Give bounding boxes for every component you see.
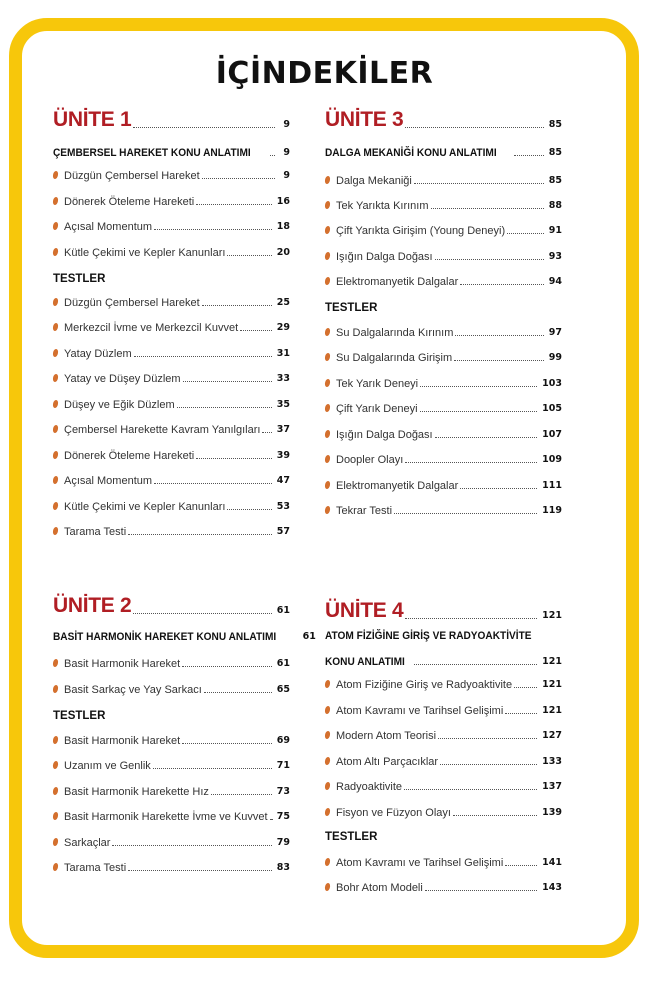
page-number: 25 — [276, 297, 290, 308]
page-number: 119 — [542, 505, 562, 516]
page-number: 65 — [276, 684, 290, 695]
bullet-icon — [324, 353, 330, 361]
leader-dots — [414, 663, 537, 665]
toc-item[interactable] — [53, 191, 290, 209]
item-label: Açısal Momentum — [64, 221, 153, 233]
toc-item[interactable] — [53, 730, 290, 748]
item-label: Atom Kavramı ve Tarihsel Gelişimi — [336, 857, 504, 869]
page-number: 61 — [276, 658, 290, 669]
page-number: 79 — [276, 837, 290, 848]
leader-dots — [438, 737, 537, 739]
unit-title: ÜNİTE 1 — [53, 108, 132, 131]
toc-item[interactable] — [325, 246, 562, 264]
toc-item[interactable] — [325, 475, 562, 493]
bullet-icon — [324, 782, 330, 790]
toc-item[interactable] — [325, 424, 562, 442]
bullet-icon — [52, 222, 58, 230]
topic-row[interactable] — [53, 142, 290, 160]
leader-dots — [420, 410, 538, 412]
page-number: 97 — [548, 327, 562, 338]
item-label: Atom Altı Parçacıklar — [336, 756, 439, 768]
toc-item[interactable] — [53, 679, 290, 697]
page-title: İÇİNDEKİLER — [215, 56, 434, 91]
toc-item[interactable] — [53, 832, 290, 850]
leader-dots — [133, 612, 271, 614]
page-number: 9 — [283, 119, 290, 130]
bullet-icon — [324, 277, 330, 285]
item-label: Kütle Çekimi ve Kepler Kanunları — [64, 247, 226, 259]
leader-dots — [514, 154, 544, 156]
leader-dots — [227, 254, 271, 256]
bullet-icon — [52, 197, 58, 205]
page-number: 94 — [548, 276, 562, 287]
leader-dots — [431, 207, 544, 209]
item-label: Su Dalgalarında Kırınım — [336, 327, 454, 339]
leader-dots — [177, 406, 272, 408]
page-number: 127 — [542, 730, 562, 741]
leader-dots — [182, 742, 272, 744]
item-label: Yatay Düzlem — [64, 348, 132, 360]
item-label: Dönerek Öteleme Hareketi — [64, 196, 195, 208]
tests-heading: TESTLER — [325, 831, 378, 843]
tests-heading: TESTLER — [53, 273, 106, 285]
leader-dots — [240, 329, 272, 331]
page-number: 141 — [542, 857, 562, 868]
topic-title: KONU ANLATIMI — [325, 656, 405, 668]
unit-title: ÜNİTE 4 — [325, 599, 404, 622]
page-number: 16 — [276, 196, 290, 207]
bullet-icon — [324, 481, 330, 489]
toc-item[interactable] — [325, 725, 562, 743]
leader-dots — [435, 436, 538, 438]
leader-dots — [505, 712, 537, 714]
item-label: Uzanım ve Genlik — [64, 760, 151, 772]
leader-dots — [454, 359, 544, 361]
leader-dots — [507, 232, 544, 234]
toc-item[interactable] — [53, 496, 290, 514]
item-label: Düşey ve Eğik Düzlem — [64, 399, 175, 411]
bullet-icon — [324, 731, 330, 739]
page-number: 61 — [302, 631, 316, 642]
item-label: Işığın Dalga Doğası — [336, 429, 433, 441]
leader-dots — [435, 258, 544, 260]
toc-item[interactable] — [325, 170, 562, 188]
item-label: Tarama Testi — [64, 862, 127, 874]
leader-dots — [453, 814, 537, 816]
page-number: 111 — [542, 480, 562, 491]
toc-item[interactable] — [325, 449, 562, 467]
toc-item[interactable] — [53, 755, 290, 773]
item-label: Basit Harmonik Hareket — [64, 658, 181, 670]
leader-dots — [405, 461, 537, 463]
toc-item[interactable] — [325, 700, 562, 718]
toc-item[interactable] — [325, 852, 562, 870]
toc-item[interactable] — [53, 419, 290, 437]
topic-row[interactable] — [53, 626, 316, 644]
leader-dots — [154, 228, 272, 230]
bullet-icon — [52, 349, 58, 357]
bullet-icon — [324, 706, 330, 714]
unit-1-header[interactable] — [53, 102, 290, 132]
item-label: Basit Harmonik Harekette Hız — [64, 786, 209, 798]
toc-item[interactable] — [53, 781, 290, 799]
toc-item[interactable] — [325, 751, 562, 769]
toc-item[interactable] — [53, 165, 290, 183]
leader-dots — [183, 380, 272, 382]
toc-item[interactable] — [325, 271, 562, 289]
toc-item[interactable] — [325, 877, 562, 895]
item-label: Düzgün Çembersel Hareket — [64, 170, 200, 182]
bullet-icon — [52, 451, 58, 459]
page-number: 121 — [542, 610, 562, 621]
item-label: Açısal Momentum — [64, 475, 153, 487]
toc-item[interactable] — [325, 347, 562, 365]
toc-item[interactable] — [53, 292, 290, 310]
bullet-icon — [324, 404, 330, 412]
bullet-icon — [52, 838, 58, 846]
leader-dots — [154, 482, 272, 484]
page-number: 71 — [276, 760, 290, 771]
item-label: Su Dalgalarında Girişim — [336, 352, 453, 364]
page-number: 105 — [542, 403, 562, 414]
bullet-icon — [52, 685, 58, 693]
page-number: 75 — [276, 811, 290, 822]
page-number: 143 — [542, 882, 562, 893]
bullet-icon — [324, 883, 330, 891]
item-label: Atom Fiziğine Giriş ve Radyoaktivite — [336, 679, 513, 691]
item-label: Bohr Atom Modeli — [336, 882, 423, 894]
item-label: Basit Harmonik Hareket — [64, 735, 181, 747]
bullet-icon — [52, 248, 58, 256]
page-number: 93 — [548, 251, 562, 262]
bullet-icon — [52, 323, 58, 331]
page-number: 85 — [548, 119, 562, 130]
bullet-icon — [324, 328, 330, 336]
leader-dots — [425, 889, 537, 891]
toc-item[interactable] — [53, 445, 290, 463]
item-label: Atom Kavramı ve Tarihsel Gelişimi — [336, 705, 504, 717]
toc-item[interactable] — [325, 195, 562, 213]
leader-dots — [394, 512, 537, 514]
item-label: Düzgün Çembersel Hareket — [64, 297, 200, 309]
item-label: Dalga Mekaniği — [336, 175, 412, 187]
topic-title: DALGA MEKANİĞİ KONU ANLATIMI — [325, 147, 497, 159]
leader-dots — [505, 864, 537, 866]
page-number: 69 — [276, 735, 290, 746]
item-label: Basit Harmonik Harekette İvme ve Kuvvet — [64, 811, 268, 823]
page-number: 109 — [542, 454, 562, 465]
bullet-icon — [52, 171, 58, 179]
leader-dots — [128, 869, 272, 871]
toc-item[interactable] — [325, 674, 562, 692]
bullet-icon — [52, 502, 58, 510]
page-number: 39 — [276, 450, 290, 461]
item-label: Işığın Dalga Doğası — [336, 251, 433, 263]
bullet-icon — [324, 201, 330, 209]
page-number: 139 — [542, 807, 562, 818]
bullet-icon — [52, 476, 58, 484]
bullet-icon — [52, 863, 58, 871]
leader-dots — [270, 154, 275, 156]
page-number: 85 — [548, 147, 562, 158]
item-label: Yatay ve Düşey Düzlem — [64, 373, 181, 385]
tests-heading: TESTLER — [325, 302, 378, 314]
bullet-icon — [324, 252, 330, 260]
item-label: Sarkaçlar — [64, 837, 111, 849]
page-number: 57 — [276, 526, 290, 537]
leader-dots — [460, 487, 537, 489]
bullet-icon — [52, 736, 58, 744]
topic-row[interactable] — [325, 651, 562, 669]
toc-item[interactable] — [53, 653, 290, 671]
leader-dots — [420, 385, 537, 387]
toc-item[interactable] — [53, 368, 290, 386]
toc-item[interactable] — [325, 500, 562, 518]
page-number: 31 — [276, 348, 290, 359]
page-number: 47 — [276, 475, 290, 486]
page-number: 133 — [542, 756, 562, 767]
page-number: 121 — [542, 679, 562, 690]
bullet-icon — [52, 787, 58, 795]
item-label: Basit Sarkaç ve Yay Sarkacı — [64, 684, 202, 696]
page-number: 103 — [542, 378, 562, 389]
toc-item[interactable] — [53, 216, 290, 234]
page-number: 83 — [276, 862, 290, 873]
item-label: Tek Yarık Deneyi — [336, 378, 419, 390]
bullet-icon — [324, 808, 330, 816]
page-number: 99 — [548, 352, 562, 363]
toc-item[interactable] — [53, 394, 290, 412]
page-number: 33 — [276, 373, 290, 384]
bullet-icon — [52, 812, 58, 820]
toc-item[interactable] — [53, 470, 290, 488]
page-number: 37 — [276, 424, 290, 435]
bullet-icon — [52, 761, 58, 769]
leader-dots — [455, 334, 543, 336]
item-label: Modern Atom Teorisi — [336, 730, 437, 742]
page-number: 121 — [542, 656, 562, 667]
toc-item[interactable] — [325, 398, 562, 416]
unit-title: ÜNİTE 3 — [325, 108, 404, 131]
page-number: 121 — [542, 705, 562, 716]
leader-dots — [153, 767, 272, 769]
leader-dots — [128, 533, 272, 535]
toc-item[interactable] — [53, 857, 290, 875]
leader-dots — [196, 203, 272, 205]
page-number: 9 — [283, 170, 290, 181]
item-label: Çift Yarıkta Girişim (Young Deneyi) — [336, 225, 506, 237]
toc-item[interactable] — [53, 343, 290, 361]
item-label: Radyoaktivite — [336, 781, 403, 793]
page-number: 88 — [548, 200, 562, 211]
leader-dots — [262, 431, 271, 433]
page-number: 73 — [276, 786, 290, 797]
leader-dots — [204, 691, 272, 693]
bullet-icon — [52, 425, 58, 433]
toc-item[interactable] — [325, 802, 562, 820]
toc-item[interactable] — [325, 220, 562, 238]
topic-title: BASİT HARMONİK HAREKET KONU ANLATIMI — [53, 631, 277, 643]
bullet-icon — [52, 374, 58, 382]
item-label: Dönerek Öteleme Hareketi — [64, 450, 195, 462]
page-number: 137 — [542, 781, 562, 792]
leader-dots — [270, 818, 272, 820]
topic-row[interactable] — [325, 142, 562, 160]
page-number: 61 — [276, 605, 290, 616]
item-label: Tarama Testi — [64, 526, 127, 538]
toc-item[interactable] — [53, 242, 290, 260]
leader-dots — [227, 508, 271, 510]
leader-dots — [440, 763, 537, 765]
toc-item[interactable] — [53, 317, 290, 335]
item-label: Fisyon ve Füzyon Olayı — [336, 807, 451, 819]
bullet-icon — [324, 226, 330, 234]
page-number: 9 — [283, 147, 290, 158]
item-label: Kütle Çekimi ve Kepler Kanunları — [64, 501, 226, 513]
toc-item[interactable] — [53, 521, 290, 539]
unit-4-header[interactable] — [325, 593, 562, 623]
bullet-icon — [52, 298, 58, 306]
bullet-icon — [324, 379, 330, 387]
page-number: 53 — [276, 501, 290, 512]
item-label: Tek Yarıkta Kırınım — [336, 200, 429, 212]
bullet-icon — [324, 858, 330, 866]
leader-dots — [414, 182, 544, 184]
leader-dots — [133, 126, 275, 128]
leader-dots — [404, 788, 537, 790]
item-label: Çift Yarık Deneyi — [336, 403, 418, 415]
bullet-icon — [324, 757, 330, 765]
item-label: Elektromanyetik Dalgalar — [336, 480, 459, 492]
item-label: Doopler Olayı — [336, 454, 404, 466]
leader-dots — [134, 355, 272, 357]
bullet-icon — [52, 659, 58, 667]
leader-dots — [196, 457, 272, 459]
bullet-icon — [324, 430, 330, 438]
unit-2-header[interactable] — [53, 588, 290, 618]
leader-dots — [211, 793, 272, 795]
unit-3-header[interactable] — [325, 102, 562, 132]
item-label: Merkezcil İvme ve Merkezcil Kuvvet — [64, 322, 239, 334]
bullet-icon — [324, 455, 330, 463]
bullet-icon — [324, 680, 330, 688]
tests-heading: TESTLER — [53, 710, 106, 722]
toc-item[interactable] — [325, 373, 562, 391]
toc-item[interactable] — [53, 806, 290, 824]
leader-dots — [112, 844, 271, 846]
leader-dots — [514, 686, 537, 688]
page-number: 20 — [276, 247, 290, 258]
page-number: 35 — [276, 399, 290, 410]
unit-title: ÜNİTE 2 — [53, 594, 132, 617]
leader-dots — [460, 283, 543, 285]
bullet-icon — [324, 506, 330, 514]
leader-dots — [405, 126, 543, 128]
leader-dots — [202, 304, 272, 306]
page-number: 18 — [276, 221, 290, 232]
topic-heading: ATOM FİZİĞİNE GİRİŞ VE RADYOAKTİVİTE — [325, 630, 532, 642]
topic-title: ÇEMBERSEL HAREKET KONU ANLATIMI — [53, 147, 251, 159]
leader-dots — [202, 177, 275, 179]
page-number: 85 — [548, 175, 562, 186]
item-label: Tekrar Testi — [336, 505, 393, 517]
page-number: 91 — [548, 225, 562, 236]
page-number: 29 — [276, 322, 290, 333]
toc-item[interactable] — [325, 322, 562, 340]
toc-item[interactable] — [325, 776, 562, 794]
item-label: Elektromanyetik Dalgalar — [336, 276, 459, 288]
bullet-icon — [52, 400, 58, 408]
bullet-icon — [324, 176, 330, 184]
bullet-icon — [52, 527, 58, 535]
leader-dots — [182, 665, 272, 667]
item-label: Çembersel Harekette Kavram Yanılgıları — [64, 424, 261, 436]
leader-dots — [405, 617, 537, 619]
page-number: 107 — [542, 429, 562, 440]
